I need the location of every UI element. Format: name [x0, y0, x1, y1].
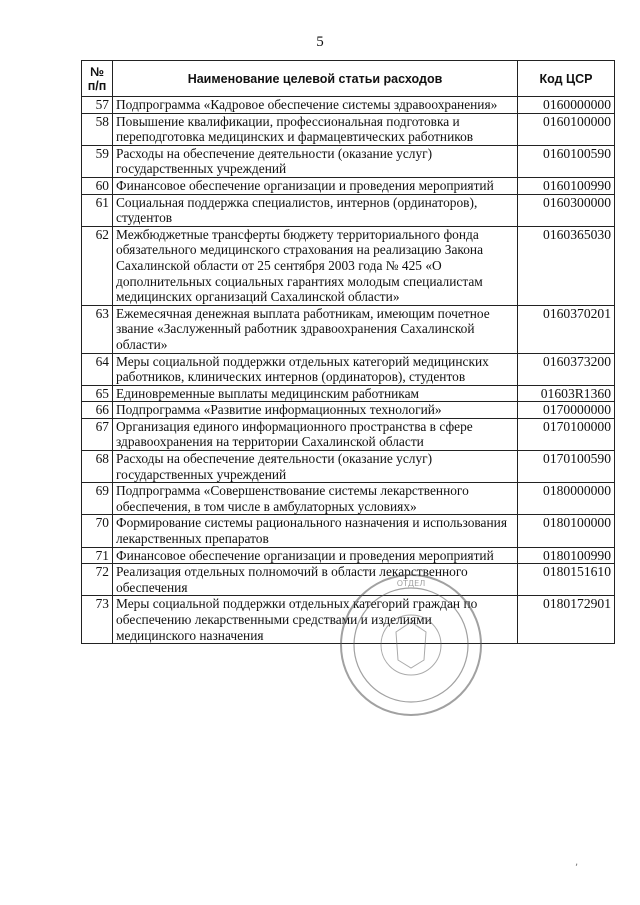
row-expense-name: Реализация отдельных полномочий в области лекарственного обеспечения	[113, 564, 518, 596]
header-code: Код ЦСР	[518, 61, 615, 97]
table-row	[82, 353, 615, 385]
row-expense-code: 0160100000	[518, 113, 615, 145]
table-row	[82, 515, 615, 547]
row-number: 58	[82, 113, 113, 145]
row-number: 57	[82, 97, 113, 114]
table-row	[82, 97, 615, 114]
table-row	[82, 226, 615, 305]
row-expense-code: 0160373200	[518, 353, 615, 385]
row-expense-code: 0180100990	[518, 547, 615, 564]
row-expense-name: Единовременные выплаты медицинским работникам	[113, 385, 518, 402]
table-row	[82, 418, 615, 450]
table-row	[82, 564, 615, 596]
row-number: 65	[82, 385, 113, 402]
row-expense-code: 0180151610	[518, 564, 615, 596]
row-expense-name: Финансовое обеспечение организации и проведения мероприятий	[113, 177, 518, 194]
header-number: № п/п	[82, 61, 113, 97]
table-row	[82, 483, 615, 515]
row-expense-name: Расходы на обеспечение деятельности (оказание услуг) государственных учреждений	[113, 451, 518, 483]
row-expense-name: Межбюджетные трансферты бюджету территориального фонда обязательного медицинского страхования на реализацию Закона Сахалинской области от 25 сентября 2003 года № 425 «О дополнительных социальных гарантиях молодым специалистам медицинских организаций Сахалинской области»	[113, 226, 518, 305]
row-number: 60	[82, 177, 113, 194]
row-number: 73	[82, 596, 113, 644]
table-row	[82, 194, 615, 226]
row-expense-code: 0160300000	[518, 194, 615, 226]
row-expense-code: 01603R1360	[518, 385, 615, 402]
table-row	[82, 305, 615, 353]
row-expense-code: 0170100000	[518, 418, 615, 450]
table-row	[82, 177, 615, 194]
row-number: 62	[82, 226, 113, 305]
row-expense-name: Финансовое обеспечение организации и проведения мероприятий	[113, 547, 518, 564]
row-number: 61	[82, 194, 113, 226]
row-number: 64	[82, 353, 113, 385]
table-body	[82, 97, 615, 644]
row-expense-code: 0170000000	[518, 402, 615, 419]
row-expense-name: Меры социальной поддержки отдельных категорий медицинских работников, клинических интернов (ординаторов), студентов	[113, 353, 518, 385]
row-expense-code: 0160100990	[518, 177, 615, 194]
table-row	[82, 547, 615, 564]
row-expense-code: 0160365030	[518, 226, 615, 305]
row-expense-name: Ежемесячная денежная выплата работникам, имеющим почетное звание «Заслуженный работник здравоохранения Сахалинской области»	[113, 305, 518, 353]
row-expense-code: 0170100590	[518, 451, 615, 483]
scan-mark: ,	[575, 857, 579, 868]
budget-classification-table	[81, 60, 615, 644]
row-expense-name: Повышение квалификации, профессиональная подготовка и переподготовка медицинских и фармацевтических работников	[113, 113, 518, 145]
row-expense-code: 0160370201	[518, 305, 615, 353]
table-row	[82, 385, 615, 402]
row-number: 59	[82, 145, 113, 177]
table-row	[82, 113, 615, 145]
table-row	[82, 145, 615, 177]
row-expense-code: 0180172901	[518, 596, 615, 644]
row-expense-name: Меры социальной поддержки отдельных категорий граждан по обеспечению лекарственными средствами и изделиями медицинского назначения	[113, 596, 518, 644]
row-expense-name: Расходы на обеспечение деятельности (оказание услуг) государственных учреждений	[113, 145, 518, 177]
row-number: 63	[82, 305, 113, 353]
row-expense-code: 0160000000	[518, 97, 615, 114]
row-expense-name: Подпрограмма «Кадровое обеспечение системы здравоохранения»	[113, 97, 518, 114]
table-header-row	[82, 61, 615, 97]
row-number: 67	[82, 418, 113, 450]
row-expense-code: 0180100000	[518, 515, 615, 547]
table-row	[82, 402, 615, 419]
header-name: Наименование целевой статьи расходов	[113, 61, 518, 97]
row-expense-name: Социальная поддержка специалистов, интернов (ординаторов), студентов	[113, 194, 518, 226]
page-number: 5	[316, 34, 324, 50]
row-expense-code: 0180000000	[518, 483, 615, 515]
row-expense-name: Подпрограмма «Совершенствование системы лекарственного обеспечения, в том числе в амбулаторных условиях»	[113, 483, 518, 515]
row-expense-name: Формирование системы рационального назначения и использования лекарственных препаратов	[113, 515, 518, 547]
table-row	[82, 596, 615, 644]
row-number: 68	[82, 451, 113, 483]
row-number: 72	[82, 564, 113, 596]
row-expense-name: Организация единого информационного пространства в сфере здравоохранения на территории Сахалинской области	[113, 418, 518, 450]
row-number: 70	[82, 515, 113, 547]
row-expense-name: Подпрограмма «Развитие информационных технологий»	[113, 402, 518, 419]
row-number: 71	[82, 547, 113, 564]
row-expense-code: 0160100590	[518, 145, 615, 177]
svg-text:ОТДЕЛ: ОТДЕЛ	[396, 579, 426, 588]
row-number: 66	[82, 402, 113, 419]
row-number: 69	[82, 483, 113, 515]
table-row	[82, 451, 615, 483]
